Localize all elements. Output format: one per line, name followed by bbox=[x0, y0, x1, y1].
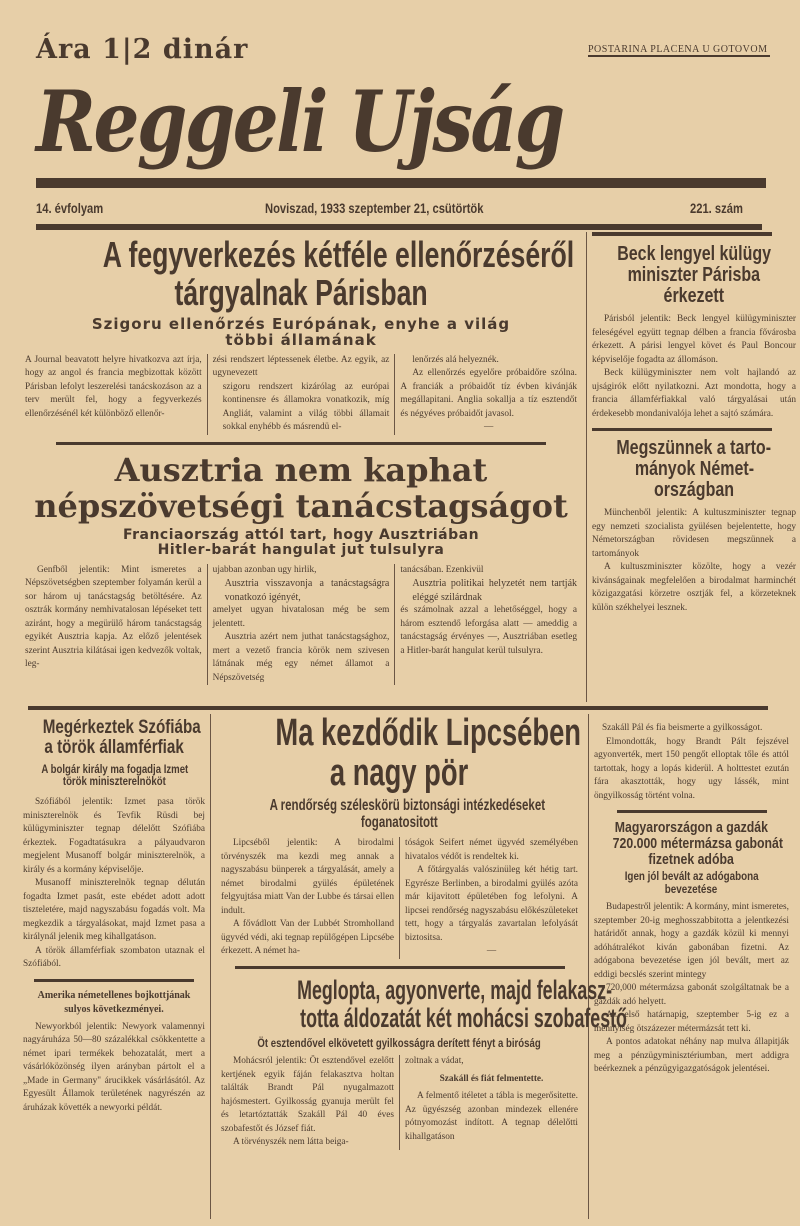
article-body bbox=[594, 901, 789, 1077]
headline-line: a török államférfiak bbox=[44, 736, 184, 758]
right-top-section bbox=[586, 232, 796, 702]
headline-line: érkezett bbox=[663, 285, 725, 307]
headline-line: tárgyalnak Párisban bbox=[174, 271, 428, 313]
article-body bbox=[394, 564, 582, 686]
article-headline bbox=[592, 244, 796, 307]
text: Az első határnapig, szeptember 5-ig ez a mennyiség ötszázezer métermázsát tett ki. bbox=[594, 1010, 789, 1034]
article-body bbox=[399, 1055, 583, 1150]
subhead-line: Öt esztendővel elkövetett gyilkosságra derített fényt a biróság bbox=[257, 1035, 542, 1050]
subhead-line: A rendőrség széleskörü biztonsági intézkedéseket bbox=[269, 796, 546, 814]
headline-line: mányok Német- bbox=[634, 458, 754, 480]
subhead-line: Hitler-barát hangulat jut tulsulyra bbox=[157, 541, 445, 558]
article-body bbox=[399, 837, 583, 959]
headline-line: sulyos következményei. bbox=[64, 1003, 164, 1015]
article-body: A Journal beavatott helyre hivatkozva azt írja, hogy az angol és francia megbizottak között Párisban lefolyt leszerelési tanácskozáson az a terv merült fel, hogy a fegyverkezés ellenőrzésénél két különböző ellenőr- bbox=[25, 354, 202, 419]
headline-line: Beck lengyel külügy bbox=[617, 243, 771, 265]
headline-line: Magyarországon a gazdák bbox=[614, 819, 769, 836]
article-headline bbox=[594, 820, 789, 895]
divider bbox=[36, 178, 766, 188]
subhead-line: Igen jól bevált az adógabona bbox=[624, 869, 759, 884]
left-column bbox=[18, 714, 210, 1219]
divider bbox=[592, 232, 772, 236]
text: Lipcséből jelentik: A birodalmi törvényszék ma kezdi meg annak a nagyszabásu bünperek a tárgyalását, amely a német birodalmi gyülés épületének felgyujtása miatt Van der Lubbe és társai ellen indult. bbox=[221, 838, 394, 916]
headline-line: a nagy pör bbox=[330, 751, 469, 794]
middle-column bbox=[210, 712, 627, 1219]
subhead-line: A bolgár király ma fogadja Izmet bbox=[41, 761, 189, 776]
headline-line: Meglopta, agyonverte, majd felakasz- bbox=[297, 974, 613, 1005]
right-column bbox=[588, 714, 794, 1219]
subhead-line: Franciaország attól tart, hogy Ausztriában bbox=[122, 526, 480, 543]
end-mark: — bbox=[486, 946, 497, 957]
headline-line: miniszter Párisba bbox=[627, 264, 761, 286]
headline-line: 720.000 métermázsa gabonát bbox=[612, 834, 783, 852]
headline-line: A fegyverkezés kétféle ellenőrzéséről bbox=[102, 234, 575, 275]
text: szigoru rendszert kizárólag az európai kontinensre és államokra vonatkozik, míg Angliát, valamint a világ többi államait sokkal enyhébb és másrendü el- bbox=[222, 381, 390, 433]
text: A török államférfiak szombaton utaznak el Szófiából. bbox=[23, 945, 205, 970]
text: A pontos adatokat néhány nap mulva állapitják meg a pénzügyminisztériumban, mert addigra beérkeznek a pénzügyigazgatóságok jelentései. bbox=[594, 1037, 789, 1075]
divider bbox=[28, 706, 768, 710]
article-body bbox=[20, 564, 207, 686]
subhead-line: Szigoru ellenőrzés Európának, enyhe a világ bbox=[91, 314, 511, 333]
article-body bbox=[23, 1021, 205, 1116]
text: tanácsában. Ezenkivül bbox=[400, 564, 484, 575]
bottom-section bbox=[18, 714, 796, 1219]
article-body bbox=[592, 313, 796, 421]
headline-line: országban bbox=[653, 479, 735, 501]
text: A fővádlott Van der Lubbét Stromholland ügyvéd védi, aki tegnap repülőgépen Lipcsébe érkezett. A német ha- bbox=[221, 919, 394, 957]
text: Beck külügyminiszter nem volt hajlandó az ujságirók előtt nyilatkozni. Azt mondotta, hogy a francia államférfiakkal való tárgyalásai után érdekesebb mondanivalója lehet a sajtó számára. bbox=[592, 368, 796, 419]
article-headline bbox=[23, 989, 205, 1017]
text: A főtárgyalás valószinüleg két hétig tart. Egyrésze Berlinben, a birodalmi gyülés azóta már kijavitott épületében fog lefolyni. A lipcsei rendőrség nagyszabásu előkészületeket tett, hogy a tárgyalás zavartalan lefolyását biztositsa. bbox=[405, 865, 578, 943]
article-subhead bbox=[20, 316, 582, 348]
article-subhead bbox=[216, 798, 583, 832]
article-body bbox=[23, 796, 205, 972]
divider bbox=[56, 442, 546, 445]
main-top-section bbox=[20, 236, 582, 685]
article-headline bbox=[23, 718, 205, 788]
text: Newyorkból jelentik: Newyork valamennyi nagyáruháza 50—80 százalékkal csökkentette a német ipari termékek behozatalát, mert a vásárlóközönség ilyen arányban pártolt el a „Made in Germany" árucikkek vásárlásától. Az Egyesült Államok területének nagyrészén az áruházak követték a newyorki példát. bbox=[23, 1021, 205, 1113]
subhead-line: bevezetése bbox=[665, 881, 718, 896]
divider bbox=[34, 979, 194, 982]
article-body bbox=[207, 354, 395, 435]
divider bbox=[617, 810, 767, 813]
text: zési rendszert léptessenek életbe. Az egyik, az ugynevezett bbox=[212, 354, 390, 379]
text: amelyet ugyan hivatalosan még be sem jelentett. bbox=[212, 605, 390, 629]
headline-line: fizetnek adóba bbox=[648, 850, 735, 868]
dateline: Noviszad, 1933 szeptember 21, csütörtök bbox=[265, 200, 484, 216]
text: Ausztria visszavonja a tanácstagságra vonatkozó igényét, bbox=[224, 578, 390, 603]
article-body bbox=[592, 507, 796, 615]
text: A felmentő itéletet a tábla is megerősitette. Az ügyészség azonban mindezek ellenére pótnyomozást indított. A tegnap délelőtti kihallgatáson bbox=[405, 1091, 578, 1142]
masthead-logo: Reggeli Ujság bbox=[36, 72, 563, 171]
subhead-line: többi államának bbox=[225, 330, 377, 349]
text: ujabban azonban ugy hirlik, bbox=[212, 564, 317, 575]
issue-number: 221. szám bbox=[690, 200, 743, 216]
headline-line: Megszünnek a tarto- bbox=[616, 437, 772, 459]
volume: 14. évfolyam bbox=[36, 200, 104, 216]
headline-line: Amerika németellenes bojkottjának bbox=[37, 989, 191, 1001]
article-body bbox=[394, 354, 582, 435]
article-body bbox=[216, 837, 399, 959]
text: és számolnak azzal a lehetőséggel, hogy a három esztendő leforgása alatt — ameddig a tanácstagság érvényes —, Ausztriában esetleg a Hitler-barát hangulat kerül tulsulyra. bbox=[400, 605, 578, 656]
text: Szakáll Pál és fia beismerte a gyilkosságot. bbox=[602, 723, 763, 733]
divider bbox=[235, 966, 565, 969]
article-columns bbox=[216, 837, 583, 959]
text: Elmondották, hogy Brandt Pált fejszével agyonverték, mert 150 pengőt elloptak tőle és attól tartottak, hogy a lopás kiderül. A holttestet ezután fára akasztották, hogy ugy lássék, mint öngyilkosság történt volna. bbox=[594, 736, 789, 801]
headline-line: népszövetségi tanácstagságot bbox=[34, 486, 568, 525]
subhead-line: foganatositott bbox=[361, 813, 438, 831]
subhead-line: török miniszterelnököt bbox=[62, 774, 166, 789]
text: Szakáll és fiát felmentette. bbox=[439, 1073, 544, 1084]
end-mark: — bbox=[484, 422, 494, 433]
article-headline bbox=[592, 438, 796, 501]
article-columns bbox=[20, 564, 582, 686]
text: Budapestről jelentik: A kormány, mint ismeretes, szeptember 20-ig meghosszabbitotta a jelentkezési határidőt annak, hogy a gazdák közül ki mennyi adóhátralékot kiván gabonában fizetni. Az adógabona bevezetése igen jól bevált, mert az eddigi becslés szerint mintegy bbox=[594, 902, 789, 980]
text: Mohácsról jelentik: Öt esztendővel ezelőtt kertjének egyik fáján felakasztva holtan találták Brandt Pál nyugalmazott hajósmestert. Gyilkosság gyanuja merült fel és letartóztatták Szakáll Pál 40 éves szobafestőt és József fiát. bbox=[221, 1056, 394, 1134]
divider bbox=[36, 224, 762, 230]
text: Musanoff miniszterelnök tegnap délután fogadta Izmet pasát, este ebédet adott adott tiszteletére, majd nagyszabásu fogadás volt. Ma megkezdik a tárgyalásokat, majd Izmet pasa a királynál jelenik meg kihallgatáson. bbox=[23, 878, 205, 943]
article-headline bbox=[20, 236, 582, 312]
headline-line: Ma kezdődik Lipcsében bbox=[275, 712, 582, 754]
headline-line: Ausztria nem kaphat bbox=[114, 450, 488, 489]
text: Az ellenőrzés egyelőre próbaidőre szólna. A franciák a próbaidőt tíz évben kivánják megállapitani. Anglia sokallja a tíz esztendőt és négyéves próbaidőt javasol. bbox=[400, 368, 578, 419]
article-body bbox=[216, 1055, 399, 1150]
article-body bbox=[594, 722, 789, 803]
article-headline bbox=[216, 974, 627, 1050]
article-columns bbox=[20, 354, 582, 435]
article-columns bbox=[216, 1055, 583, 1150]
postal-note: POSTARINA PLAĆENA U GOTOVOM bbox=[588, 44, 770, 57]
text: zoltnak a vádat, bbox=[405, 1056, 464, 1067]
text: A kultuszminiszter közölte, hogy a vezér kivánságainak megfelelően a birodalmat harminchét közigazgatási körzetre osztják fel, a körzeteknek külön székhelyei lesznek. bbox=[592, 562, 796, 613]
price: Ára 1|2 dinár bbox=[36, 34, 249, 65]
text: Párisból jelentik: Beck lengyel külügyminiszter feleségével együtt tegnap délben a francia fővárosba érkezett. A párisi lengyel követ és Paul Boncour képviselője fogadta az állomáson. bbox=[592, 314, 796, 365]
text: lenőrzés alá helyeznék. bbox=[412, 354, 499, 365]
text: Ausztria politikai helyzetét nem tartják eléggé szilárdnak bbox=[412, 578, 578, 603]
article-body bbox=[207, 564, 395, 686]
text: Ausztria azért nem juthat tanácstagsághoz, mert a vezető francia körök nem szivesen látnának még egy német államot a Népszövetség bbox=[212, 632, 390, 683]
text: 720,000 métermázsa gabonát szolgáltatnak be a gazdák adó helyett. bbox=[594, 983, 789, 1007]
text: Münchenből jelentik: A kultuszminiszter tegnap egy nemzeti szocialista gyülésen bejelentette, hogy Németországban rövidesen megszünnek a tartományok bbox=[592, 508, 796, 559]
divider bbox=[592, 428, 772, 431]
text: Genfből jelentik: Mint ismeretes a Népszövetségben szeptember folyamán kerül a sor három uj tanácstagság betöltésére. Az osztrák kormány nemhivatalosan lépéseket tett aziránt, hogy a megürülő három tanácstagság egyikét Ausztria kapja. Az előző jelentések szerint Ausztria kilátásai igen kedvezők voltak, leg- bbox=[25, 564, 202, 670]
article-headline bbox=[216, 714, 583, 794]
article-headline bbox=[20, 452, 582, 524]
text: A törvényszék nem látta beiga- bbox=[233, 1137, 349, 1148]
text: Szófiából jelentik: Izmet pasa török miniszterelnök és Tevfik Rüsdi bej külügyminiszter tegnap délelőtt Szófiába érkeztek. Fogadtatásukra a pályaudvaron megjelent Musanoff bolgár miniszterelnök, a király és a kormány képviselője. bbox=[23, 797, 205, 875]
article-subhead bbox=[20, 528, 582, 558]
text: tóságok Seifert német ügyvéd személyében hivatalos védőt is rendeltek ki. bbox=[405, 838, 578, 862]
headline-line: totta áldozatát két mohácsi szobafestő bbox=[300, 1003, 627, 1034]
headline-line: Megérkeztek Szófiába bbox=[42, 717, 201, 738]
